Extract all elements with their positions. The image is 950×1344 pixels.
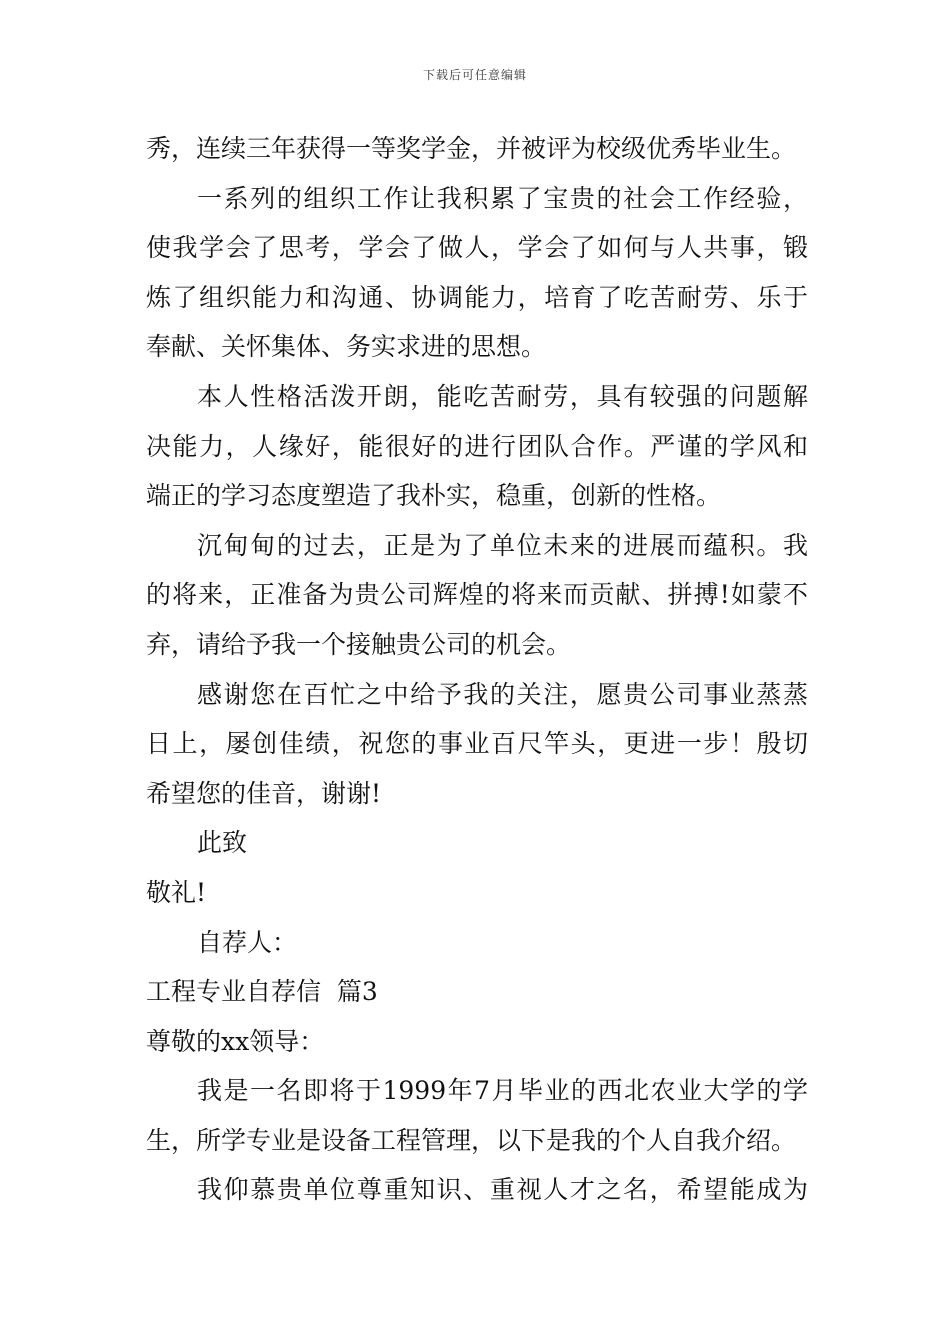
signature-label: 自荐人： <box>197 927 298 957</box>
text-line: 弃，请给予我一个接触贵公司的机会。 <box>146 629 572 659</box>
text-line: 日上，屡创佳绩，祝您的事业百尺竿头，更进一步！殷切 <box>146 729 808 759</box>
text-line: 奉献、关怀集体、务实求进的思想。 <box>146 332 547 362</box>
text-line: 决能力，人缘好，能很好的进行团队合作。严谨的学风和 <box>146 431 808 461</box>
text-line: 秀，连续三年获得一等奖学金，并被评为校级优秀毕业生。 <box>146 134 797 163</box>
closing-regards: 敬礼! <box>146 877 207 907</box>
text-line: 炼了组织能力和沟通、协调能力，培育了吃苦耐劳、乐于 <box>146 282 808 312</box>
page-header: 下载后可任意编辑 <box>422 68 527 82</box>
text-line: 感谢您在百忙之中给予我的关注，愿贵公司事业蒸蒸 <box>197 679 808 709</box>
document-body <box>146 124 808 1215</box>
section-title: 工程专业自荐信 篇3 <box>146 977 378 1007</box>
text-line: 希望您的佳音，谢谢! <box>146 778 382 808</box>
text-line: 我是一名即将于1999年7月毕业的西北农业大学的学 <box>197 1076 808 1106</box>
text-line: 使我学会了思考，学会了做人，学会了如何与人共事，锻 <box>146 233 808 263</box>
text-line: 生，所学专业是设备工程管理，以下是我的个人自我介绍。 <box>146 1125 797 1155</box>
text-line: 本人性格活泼开朗，能吃苦耐劳，具有较强的问题解 <box>197 381 808 411</box>
text-line: 的将来，正准备为贵公司辉煌的将来而贡献、拼搏!如蒙不 <box>146 580 808 610</box>
closing-salutation: 此致 <box>197 828 248 858</box>
text-line: 沉甸甸的过去，正是为了单位未来的进展而蕴积。我 <box>197 530 808 560</box>
text-line: 我仰慕贵单位尊重知识、重视人才之名，希望能成为 <box>197 1175 808 1205</box>
text-line: 端正的学习态度塑造了我朴实，稳重，创新的性格。 <box>146 481 722 511</box>
text-line: 一系列的组织工作让我积累了宝贵的社会工作经验， <box>197 183 808 213</box>
greeting-line: 尊敬的xx领导： <box>146 1026 325 1056</box>
